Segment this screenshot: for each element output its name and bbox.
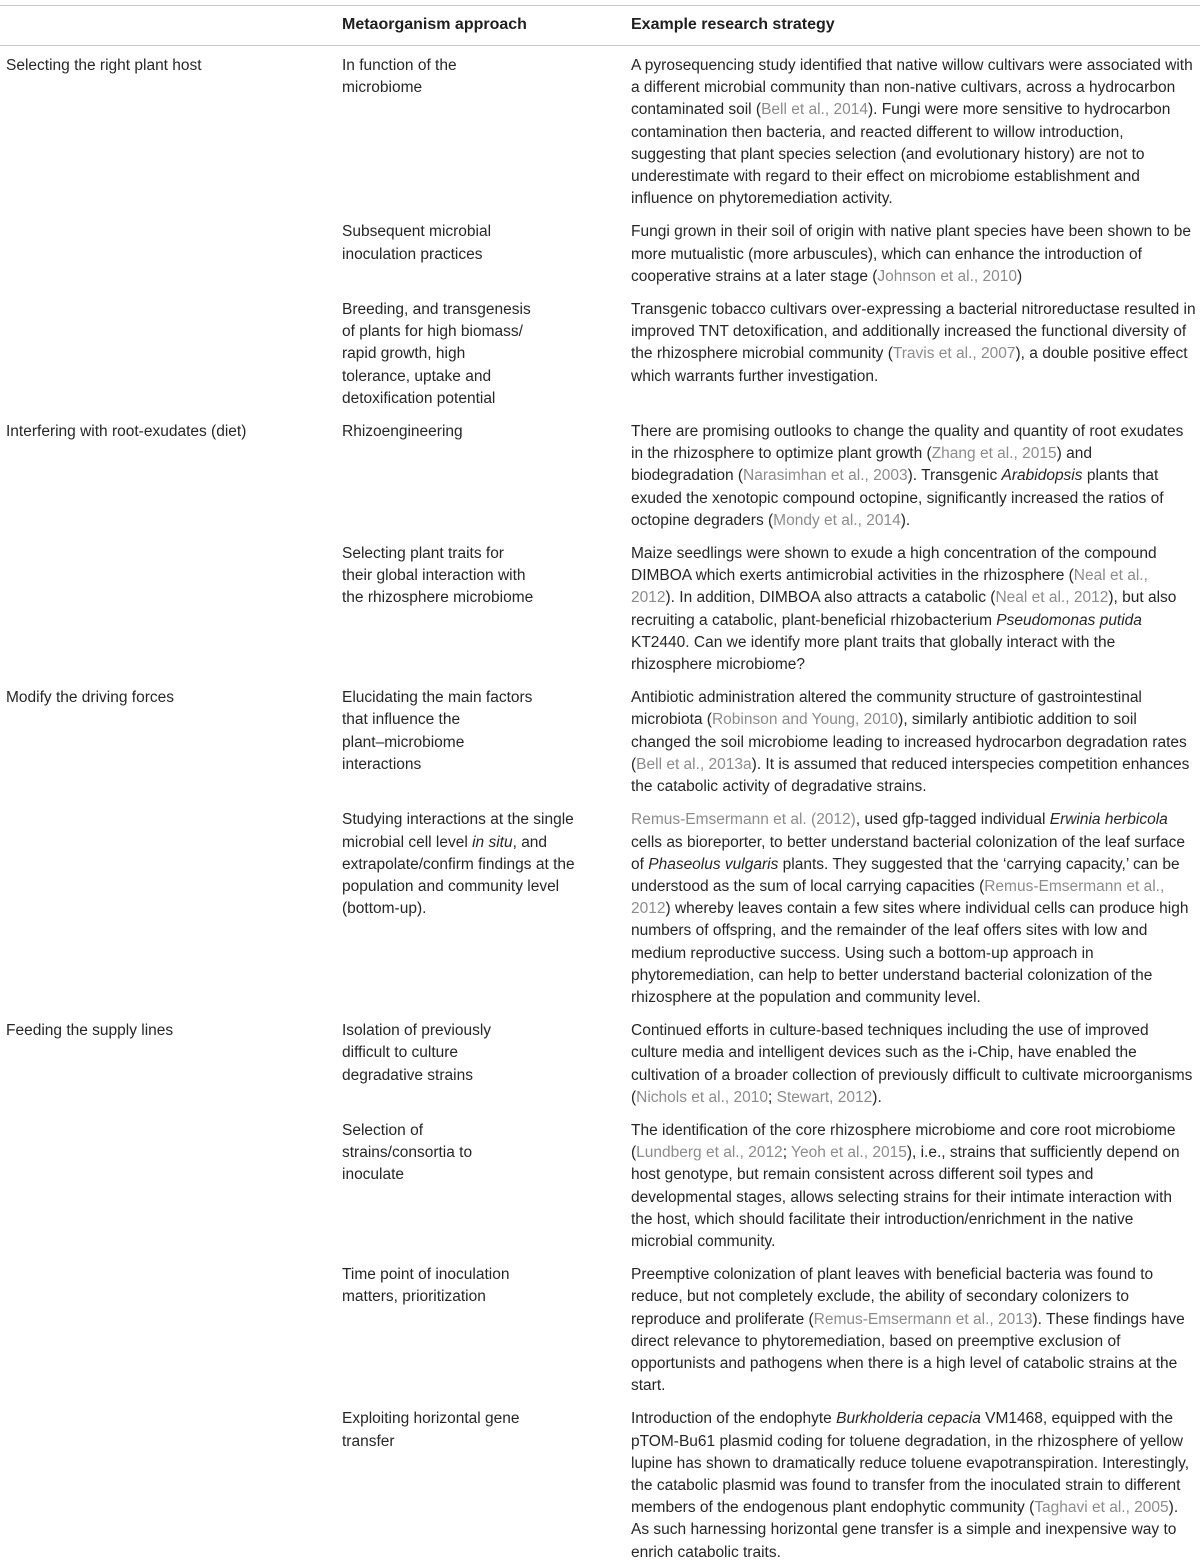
text-run: , used gfp-tagged individual xyxy=(855,811,1050,829)
header-col-approach: Metaorganism approach xyxy=(342,16,527,34)
citation-link[interactable]: Stewart, 2012 xyxy=(776,1088,873,1106)
approach-line: plant–microbiome xyxy=(342,733,465,751)
approach-line: that influence the xyxy=(342,711,461,729)
citation-link[interactable]: Remus-Emsermann et al. (2012) xyxy=(631,811,856,829)
strategy-cell xyxy=(631,421,1200,532)
text-run: VM1468, equipped with the pTOM-Bu61 plasmid coding for toluene degradation, in the rhizosphere of yellow lupine has shown to dramatically reduce toluene evapotranspiration. Interestingly, the catabolic plasmid was found to transfer from the inoculated strain to different members of the endogenous plant endophytic community ( xyxy=(631,1410,1190,1517)
strategy-cell xyxy=(631,543,1200,676)
category-empty xyxy=(0,221,342,288)
strategy-cell xyxy=(631,809,1200,1009)
approach-cell xyxy=(342,1264,631,1397)
approach-line: of plants for high biomass/ xyxy=(342,323,523,341)
approach-cell xyxy=(342,421,631,532)
table-group xyxy=(0,46,1200,412)
table-group xyxy=(0,1011,1200,1566)
strategy-cell xyxy=(631,299,1200,410)
strategy-cell xyxy=(631,1120,1200,1253)
table-header xyxy=(0,5,1200,46)
text-run: ). These findings have direct relevance to phytoremediation, based on preemptive exclusion of opportunists and pathogens when there is a high level of catabolic strains at the start. xyxy=(631,1310,1185,1395)
approach-line: Selecting plant traits for xyxy=(342,545,504,563)
approach-cell xyxy=(342,1408,631,1563)
text-run: Fungi grown in their soil of origin with native plant species have been shown to be more mutualistic (more arbuscules), which can enhance the introduction of cooperative strains at a later stage ( xyxy=(631,223,1192,285)
citation-link[interactable]: Narasimhan et al., 2003 xyxy=(743,467,908,485)
research-strategy-table xyxy=(0,5,1200,1566)
text-run: , and extrapolate/confirm findings at the population and community level (bottom-up). xyxy=(342,833,575,918)
strategy-cell xyxy=(631,1408,1200,1563)
citation-link[interactable]: Mondy et al., 2014 xyxy=(773,511,901,529)
category-label: Selecting the right plant host xyxy=(6,57,202,74)
italic-text: Erwinia herbicola xyxy=(1049,811,1168,829)
category-label: Feeding the supply lines xyxy=(6,1022,174,1040)
approach-cell xyxy=(342,299,631,410)
text-run: KT2440. Can we identify more plant traits that globally interact with the rhizosphere microbiome? xyxy=(631,633,1116,674)
citation-link[interactable]: Zhang et al., 2015 xyxy=(931,445,1057,463)
strategy-cell xyxy=(631,1020,1200,1109)
citation-link[interactable]: Travis et al., 2007 xyxy=(892,345,1016,363)
approach-line: In function of the xyxy=(342,57,457,74)
approach-line: inoculation practices xyxy=(342,245,483,263)
citation-link[interactable]: Neal et al., 2012 xyxy=(631,567,1148,607)
approach-line: microbiome xyxy=(342,79,423,97)
table-row xyxy=(0,290,1200,412)
italic-text: Phaseolus vulgaris xyxy=(648,855,779,873)
text-run: ). Fungi were more sensitive to hydrocarbon contamination then bacteria, and reacted different to willow introduction, suggesting that plant species selection (and evolutionary history) are not to underestimate with regard to their effect on microbiome establishment and influence on phytoremediation activity. xyxy=(631,101,1171,208)
approach-cell xyxy=(342,55,631,210)
table-row xyxy=(0,800,1200,1011)
text-run: There are promising outlooks to change the quality and quantity of root exudates in the rhizosphere to optimize plant growth ( xyxy=(631,423,1184,463)
text-run: cells as bioreporter, to better understand bacterial colonization of the leaf surface of xyxy=(631,833,1186,873)
approach-cell xyxy=(342,221,631,288)
approach-line: Exploiting horizontal gene xyxy=(342,1410,520,1428)
text-run: The identification of the core rhizosphere microbiome and core root microbiome ( xyxy=(631,1121,1176,1162)
approach-line: inoculate xyxy=(342,1166,405,1184)
text-run: ). As such harnessing horizontal gene transfer is a simple and inexpensive way to enrich catabolic traits. xyxy=(631,1499,1179,1561)
text-run: Preemptive colonization of plant leaves with beneficial bacteria was found to reduce, but not completely exclude, the ability of secondary colonizers to reproduce and proliferate ( xyxy=(631,1266,1154,1328)
category-empty xyxy=(0,299,342,410)
approach-line: Breeding, and transgenesis xyxy=(342,301,531,319)
citation-link[interactable]: Robinson and Young, 2010 xyxy=(711,711,899,729)
text-run: Maize seedlings were shown to exude a high concentration of the compound DIMBOA which exerts antimicrobial activities in the rhizosphere ( xyxy=(631,545,1157,585)
approach-line: Selection of xyxy=(342,1121,423,1139)
strategy-cell xyxy=(631,1264,1200,1397)
approach-cell xyxy=(342,1020,631,1109)
text-run: ) xyxy=(1017,267,1023,285)
citation-link[interactable]: Bell et al., 2013a xyxy=(636,755,752,773)
text-run: ), but also recruiting a catabolic, plant-beneficial rhizobacterium xyxy=(631,589,1177,629)
text-run: ; xyxy=(768,1088,777,1106)
strategy-cell xyxy=(631,55,1200,210)
table-row xyxy=(0,212,1200,290)
text-run: Studying interactions at the single microbial cell level xyxy=(342,811,574,851)
approach-line: Elucidating the main factors xyxy=(342,689,533,707)
text-run: Introduction of the endophyte xyxy=(631,1410,837,1428)
strategy-cell xyxy=(631,687,1200,798)
approach-line: the rhizosphere microbiome xyxy=(342,589,534,607)
citation-link[interactable]: Taghavi et al., 2005 xyxy=(1034,1499,1169,1517)
approach-line: rapid growth, high xyxy=(342,345,466,363)
italic-text: Arabidopsis xyxy=(1001,467,1083,485)
approach-line: degradative strains xyxy=(342,1066,473,1084)
approach-line: detoxification potential xyxy=(342,389,496,407)
citation-link[interactable]: Yeoh et al., 2015 xyxy=(791,1144,907,1162)
table-body xyxy=(0,46,1200,1566)
table-row xyxy=(0,1111,1200,1255)
category-empty xyxy=(0,543,342,676)
table-row xyxy=(0,412,1200,534)
approach-line: Isolation of previously xyxy=(342,1022,492,1040)
category-empty xyxy=(0,1408,342,1563)
approach-line: Time point of inoculation xyxy=(342,1266,510,1284)
text-run: plants that exuded the xenotopic compound octopine, significantly increased the ratios of octopine degraders ( xyxy=(631,467,1164,529)
text-run: ). xyxy=(872,1088,882,1106)
citation-link[interactable]: Bell et al., 2014 xyxy=(761,101,868,119)
table-row xyxy=(0,678,1200,800)
text-run: Transgenic tobacco cultivars over-expressing a bacterial nitroreductase resulted in improved TNT detoxification, and additionally increased the functional diversity of the rhizosphere microbial community ( xyxy=(631,301,1196,363)
text-run: ) and biodegradation ( xyxy=(631,445,1092,485)
approach-cell xyxy=(342,543,631,676)
table-row xyxy=(0,1255,1200,1399)
citation-link[interactable]: Nichols et al., 2010 xyxy=(636,1088,768,1106)
table-row xyxy=(0,1011,1200,1111)
approach-line: strains/consortia to xyxy=(342,1144,473,1162)
citation-link[interactable]: Johnson et al., 2010 xyxy=(877,267,1018,285)
approach-line: Subsequent microbial xyxy=(342,223,492,241)
citation-link[interactable]: Remus-Emsermann et al., 2012 xyxy=(631,877,1165,918)
table-row xyxy=(0,46,1200,212)
text-run: ), i.e., strains that sufficiently depend on host genotype, but remain consistent across different soil types and developmental stages, allows selecting strains for their intimate interaction with the host, which should facilitate their introduction/enrichment in the native microbial community. xyxy=(631,1144,1180,1250)
approach-line: their global interaction with xyxy=(342,567,526,585)
text-run: ) whereby leaves contain a few sites where individual cells can produce high numbers of offspring, and the remainder of the leaf offers sites with low and medium reproductive success. Using such a bottom-up approach in phytoremediation, can help to better understand bacterial colonization of the rhizosphere at the population and community level. xyxy=(631,900,1189,1006)
text-run: A pyrosequencing study identified that native willow cultivars were associated with a different microbial community than non-native cultivars, across a hydrocarbon contaminated soil ( xyxy=(631,57,1193,119)
category-empty xyxy=(0,1264,342,1397)
table-group xyxy=(0,412,1200,678)
approach-line: Rhizoengineering xyxy=(342,423,463,441)
approach-line: difficult to culture xyxy=(342,1044,459,1062)
table-group xyxy=(0,678,1200,1011)
approach-cell xyxy=(342,687,631,798)
text-run: plants. They suggested that the ‘carrying capacity,’ can be understood as the sum of local carrying capacities ( xyxy=(631,855,1180,895)
text-run: ). In addition, DIMBOA also attracts a catabolic ( xyxy=(665,589,996,607)
approach-line: tolerance, uptake and xyxy=(342,367,492,385)
italic-text: Pseudomonas putida xyxy=(996,611,1142,629)
category-empty xyxy=(0,809,342,1009)
approach-line: interactions xyxy=(342,755,422,773)
text-run: ). xyxy=(900,511,911,529)
italic-text: Burkholderia cepacia xyxy=(836,1410,981,1428)
approach-cell xyxy=(342,809,631,1009)
table-row xyxy=(0,534,1200,678)
strategy-cell xyxy=(631,221,1200,288)
table-row xyxy=(0,1399,1200,1565)
approach-line: transfer xyxy=(342,1432,395,1450)
text-run: ; xyxy=(782,1144,792,1162)
text-run: ). Transgenic xyxy=(907,467,1002,485)
italic-text: in situ xyxy=(472,833,513,851)
category-label: Modify the driving forces xyxy=(6,689,174,707)
header-col-strategy: Example research strategy xyxy=(631,16,835,34)
category-label: Interfering with root-exudates (diet) xyxy=(6,423,247,441)
citation-link[interactable]: Remus-Emsermann et al., 2013 xyxy=(813,1310,1033,1328)
approach-line: matters, prioritization xyxy=(342,1288,486,1306)
text-run: ). It is assumed that reduced interspecies competition enhances the catabolic activity of degradative strains. xyxy=(631,755,1190,796)
citation-link[interactable]: Neal et al., 2012 xyxy=(995,589,1109,607)
text-run: Continued efforts in culture-based techniques including the use of improved culture media and intelligent devices such as the i-Chip, have enabled the cultivation of a broader collection of previously difficult to cultivate microorganisms ( xyxy=(631,1022,1193,1106)
citation-link[interactable]: Lundberg et al., 2012 xyxy=(636,1144,783,1162)
text-run: ), a double positive effect which warrants further investigation. xyxy=(631,345,1188,385)
text-run: ), similarly antibiotic addition to soil changed the soil microbiome leading to increased hydrocarbon degradation rates ( xyxy=(631,711,1187,773)
approach-cell xyxy=(342,1120,631,1253)
category-empty xyxy=(0,1120,342,1253)
text-run: Antibiotic administration altered the community structure of gastrointestinal microbiota ( xyxy=(631,689,1142,729)
